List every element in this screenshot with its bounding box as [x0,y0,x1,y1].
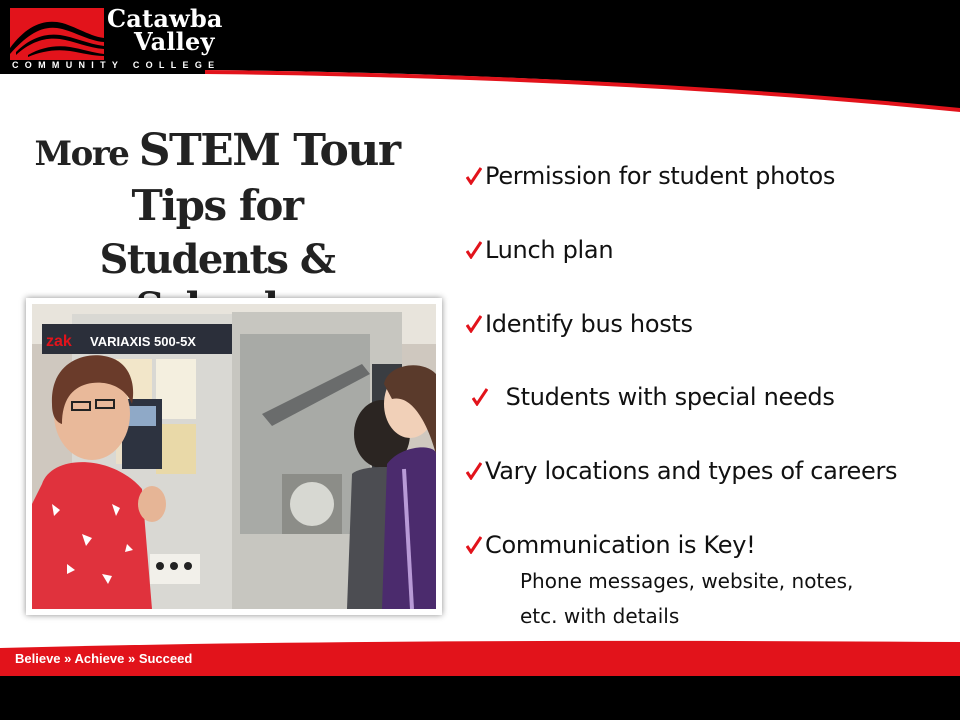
bullet-item [466,236,613,264]
footer-tagline: Believe » Achieve » Succeed [15,651,193,666]
checkmark-icon [466,531,483,559]
bullet-item [466,383,835,411]
checkmark-icon [472,383,489,411]
bullet-text: Permission for student photos [485,162,836,190]
checkmark-icon [466,162,483,190]
sub-bullet-line-1: Phone messages, website, notes, [520,569,854,593]
bullet-text: Identify bus hosts [485,310,693,338]
college-logo[interactable] [6,4,224,70]
sub-bullet [520,564,940,634]
bullet-text: Vary locations and types of careers [485,457,898,485]
footer-black-band [0,676,960,720]
logo-name-line1: Catawba [107,4,223,33]
tour-photo-image [32,304,436,609]
bullet-text: Communication is Key! [485,531,756,559]
title-line-1-main: STEM Tour [138,125,400,176]
checkmark-icon [466,457,483,485]
tour-photo [26,298,442,615]
logo-mountain-mark [10,8,104,60]
machine-model: VARIAXIS 500-5X [90,334,196,349]
logo-name-line2: Valley [134,27,215,56]
title-line-3: Students & [99,236,335,283]
title-line-2: Tips for [131,181,303,230]
bullet-item [466,162,835,190]
checkmark-icon [466,310,483,338]
machine-brand: zak [46,333,72,350]
bullet-text: Students with special needs [491,383,835,411]
bullet-item [466,310,693,338]
checkmark-icon [466,236,483,264]
bullet-item [466,457,897,485]
sub-bullet-line-2: etc. with details [520,604,680,628]
title-line-1-prefix: More [34,134,139,174]
title-line-1 [14,126,420,179]
logo-subtitle: COMMUNITY COLLEGE [12,60,221,70]
bullet-text: Lunch plan [485,236,614,264]
bullet-item [466,531,755,559]
